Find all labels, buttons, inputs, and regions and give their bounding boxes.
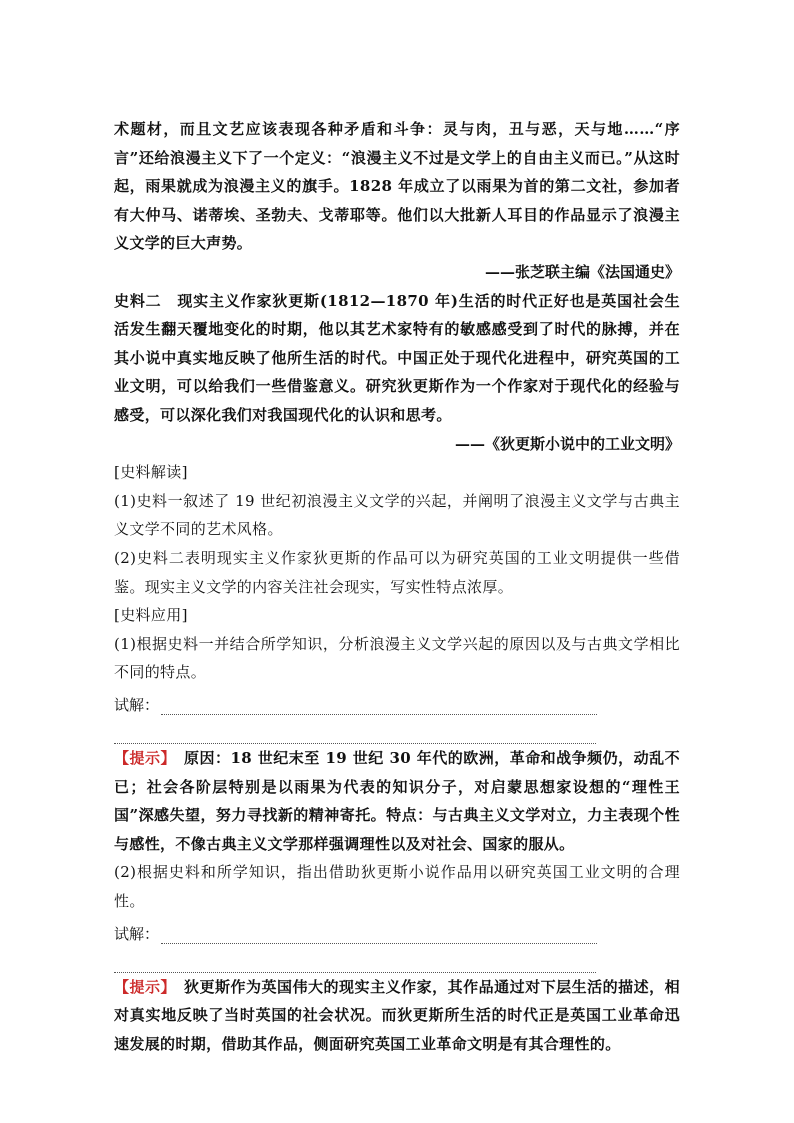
source-two-citation: ——《狄更斯小说中的工业文明》 xyxy=(454,434,680,453)
source-one-citation: ——张芝联主编《法国通史》 xyxy=(484,262,680,281)
document-page xyxy=(114,0,680,1059)
answer-area-2b[interactable] xyxy=(114,944,680,973)
hint-label-2: 【提示】 xyxy=(114,977,169,996)
answer-line-2a[interactable] xyxy=(161,927,597,944)
source-two-paragraph: 史料二 现实主义作家狄更斯(1812—1870 年)生活的时代正好也是英国社会生活发生翻天覆地变化的时期，他以其艺术家特有的敏感感受到了时代的脉搏，并在其小说中真实地反映了他所生活的时代。中国正处于现代化进程中，研究英国的工业文明，可以给我们一些借鉴意义。研究狄更斯作为一个作家对于现代化的经验与感受，可以深化我们对我国现代化的认识和思考。 xyxy=(114,291,680,424)
hint-label-1: 【提示】 xyxy=(114,749,169,768)
answer-line-2b[interactable] xyxy=(114,956,596,973)
answer-area-1[interactable] xyxy=(114,687,680,716)
hint-text-2: 狄更斯作为英国伟大的现实主义作家，其作品通过对下层生活的描述，相对真实地反映了当时英国的社会状况。而狄更斯所生活的时代正是英国工业革命迅速发展的时期，借助其作品，侧面研究英国工业革命文明是有其合理性的。 xyxy=(114,977,680,1053)
try-label-2: 试解： xyxy=(114,925,160,944)
question-1: (1)根据史料一并结合所学知识，分析浪漫主义文学兴起的原因以及与古典文学相比不同的特点。 xyxy=(114,634,680,682)
hint-2 xyxy=(114,973,680,1059)
section-heading-interpretation: [史料解读] xyxy=(114,463,188,482)
section-heading-application: [史料应用] xyxy=(114,606,188,625)
source-one-continuation: 术题材，而且文艺应该表现各种矛盾和斗争：灵与肉，丑与恶，天与地……“序言”还给浪漫主义下了一个定义：“浪漫主义不过是文学上的自由主义而已。”从这时起，雨果就成为浪漫主义的旗手。1828 年成立了以雨果为首的第二文社，参加者有大仲马、诺蒂埃、圣勃夫、戈蒂耶等。他们以大批新人耳目的作品显示了浪漫主义文学的巨大声势。 xyxy=(114,120,680,253)
answer-area-2[interactable] xyxy=(114,916,680,945)
interpretation-point-1: (1)史料一叙述了 19 世纪初浪漫主义文学的兴起，并阐明了浪漫主义文学与古典主义文学不同的艺术风格。 xyxy=(114,491,680,539)
answer-area-1b[interactable] xyxy=(114,715,680,744)
question-2: (2)根据史料和所学知识，指出借助狄更斯小说作品用以研究英国工业文明的合理性。 xyxy=(114,863,680,911)
answer-line-1a[interactable] xyxy=(161,698,597,715)
interpretation-point-2: (2)史料二表明现实主义作家狄更斯的作品可以为研究英国的工业文明提供一些借鉴。现实主义文学的内容关注社会现实，写实性特点浓厚。 xyxy=(114,548,680,596)
hint-text-1: 原因：18 世纪末至 19 世纪 30 年代的欧洲，革命和战争频仍，动乱不已；社会各阶层特别是以雨果为代表的知识分子，对启蒙思想家设想的“理性王国”深感失望，努力寻找新的精神寄托。特点：与古典主义文学对立，力主表现个性与感性，不像古典主义文学那样强调理性以及对社会、国家的服从。 xyxy=(114,749,680,853)
answer-line-1b[interactable] xyxy=(114,727,596,744)
hint-1 xyxy=(114,744,680,858)
try-label-1: 试解： xyxy=(114,696,160,715)
